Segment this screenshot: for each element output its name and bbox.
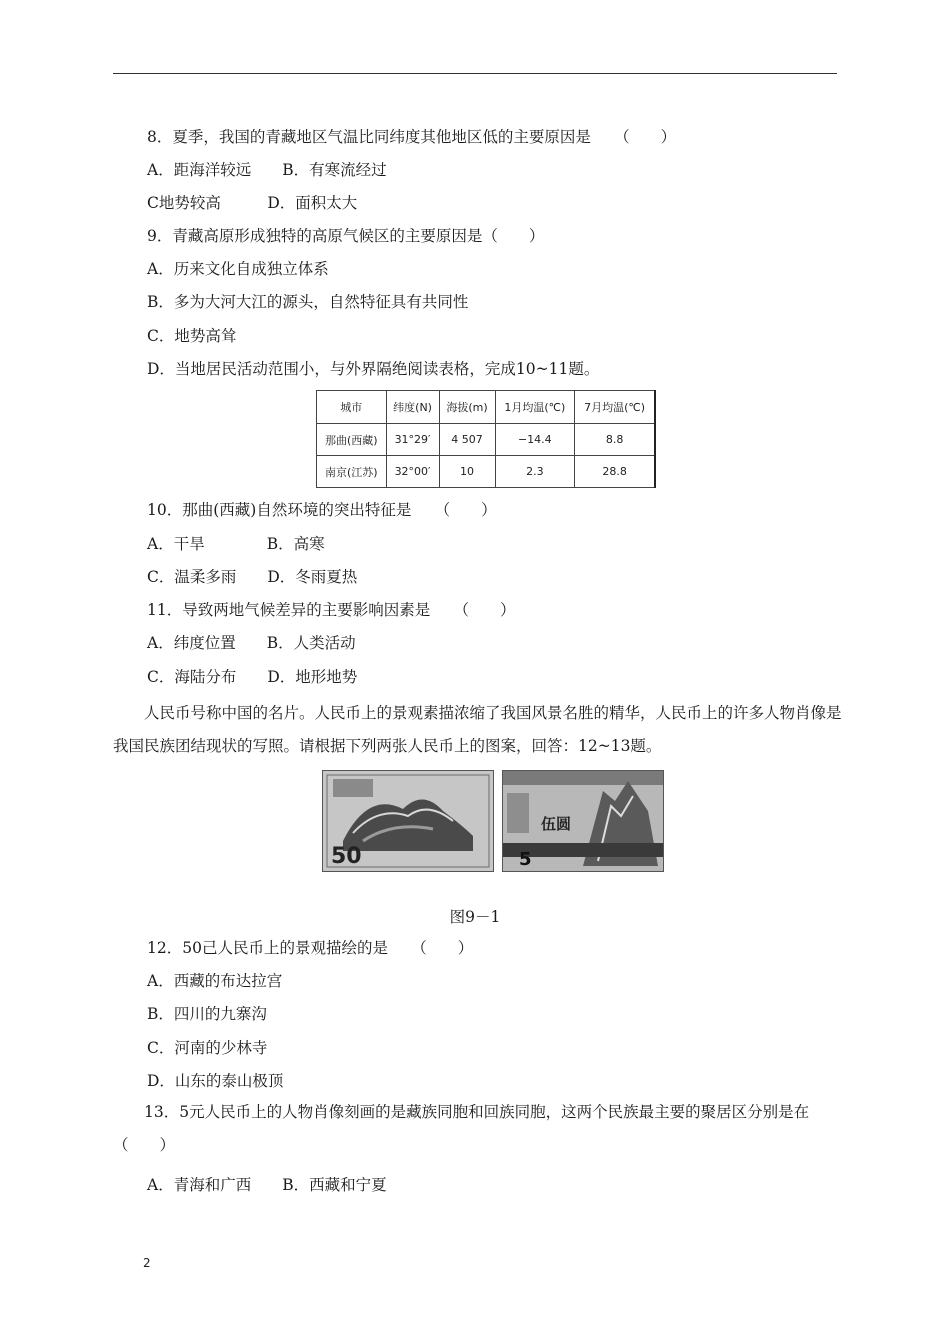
table-row	[317, 424, 656, 456]
q9-option-b: B．多为大河大江的源头，自然特征具有共同性	[147, 293, 469, 311]
banknote-50-image	[322, 770, 494, 872]
table-header-cell: 纬度(N)	[386, 391, 439, 424]
q11-options-ab: A．纬度位置 B．人类活动	[147, 634, 356, 652]
banknote-5-image	[502, 770, 664, 872]
q8-stem: 8．夏季，我国的青藏地区气温比同纬度其他地区低的主要原因是 （ ）	[147, 128, 677, 146]
q10-options-ab: A．干旱 B．高寒	[147, 535, 325, 553]
climate-table	[316, 390, 656, 488]
page-number: 2	[143, 1256, 151, 1270]
table-cell: −14.4	[495, 424, 575, 456]
q10-options-cd: C．温柔多雨 D．冬雨夏热	[147, 568, 358, 586]
q12-option-d: D．山东的泰山极顶	[147, 1072, 284, 1090]
table-cell: 8.8	[575, 424, 655, 456]
q11-stem: 11．导致两地气候差异的主要影响因素是 （ ）	[147, 601, 516, 619]
table-header-row	[317, 391, 656, 424]
table-header-cell: 城市	[317, 391, 387, 424]
table-cell: 32°00′	[386, 456, 439, 488]
figure-caption: 图9－1	[449, 908, 501, 926]
table-cell: 31°29′	[386, 424, 439, 456]
table-header-cell: 海拔(m)	[439, 391, 495, 424]
table-cell: 28.8	[575, 456, 655, 488]
q11-options-cd: C．海陆分布 D．地形地势	[147, 668, 358, 686]
table-cell: 4 507	[439, 424, 495, 456]
banknote-5-value: 5	[519, 849, 532, 870]
banknote-5-illustration	[503, 771, 663, 871]
banknote-figure	[322, 770, 664, 870]
table-cell: 南京(江苏)	[317, 456, 387, 488]
header-rule	[113, 73, 837, 74]
q9-stem: 9．青藏高原形成独特的高原气候区的主要原因是（ ）	[147, 227, 545, 245]
q9-option-a: A．历来文化自成独立体系	[147, 260, 329, 278]
table-cell: 2.3	[495, 456, 575, 488]
table-cell: 10	[439, 456, 495, 488]
passage: 人民币号称中国的名片。人民币上的景观素描浓缩了我国风景名胜的精华，人民币上的许多人物肖像是我国民族团结现状的写照。请根据下列两张人民币上的图案，回答：12~13题。	[113, 704, 842, 755]
table-header-cell: 7月均温(℃)	[575, 391, 655, 424]
q12-option-c: C．河南的少林寺	[147, 1039, 268, 1057]
q8-options-ab: A．距海洋较远 B．有寒流经过	[147, 161, 387, 179]
q10-stem: 10．那曲(西藏)自然环境的突出特征是 （ ）	[147, 501, 497, 519]
q12-option-a: A．西藏的布达拉宫	[147, 972, 283, 990]
banknote-50-illustration	[323, 771, 493, 871]
q12-stem: 12．50己人民币上的景观描绘的是 （ ）	[147, 939, 474, 957]
banknote-50-value: 50	[331, 844, 362, 869]
banknote-5-chars: 伍圆	[541, 815, 572, 833]
q13-options-ab: A．青海和广西 B．西藏和宁夏	[147, 1176, 387, 1194]
q8-options-cd: C地势较高 D．面积太大	[147, 194, 358, 212]
q9-option-d: D．当地居民活动范围小，与外界隔绝阅读表格，完成10~11题。	[147, 360, 600, 378]
q13-stem: 13．5元人民币上的人物肖像刻画的是藏族同胞和回族同胞，这两个民族最主要的聚居区分别是在（ ）	[113, 1103, 810, 1154]
table-cell: 那曲(西藏)	[317, 424, 387, 456]
table-row	[317, 456, 656, 488]
q12-option-b: B．四川的九寨沟	[147, 1005, 267, 1023]
q9-option-c: C．地势高耸	[147, 327, 237, 345]
table-header-cell: 1月均温(℃)	[495, 391, 575, 424]
